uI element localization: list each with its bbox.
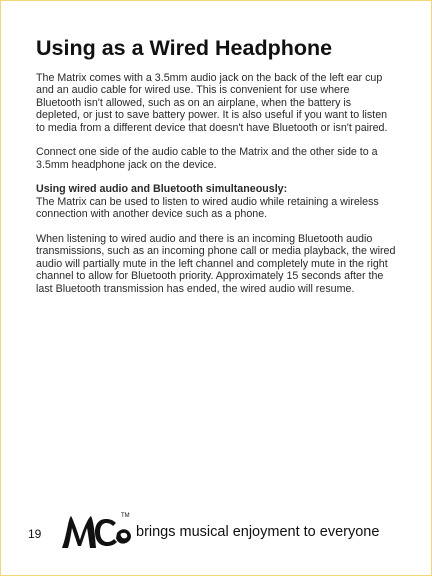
- connect-paragraph: Connect one side of the audio cable to the Matrix and the other side to a 3.5mm headphone jack on the device.: [36, 146, 378, 171]
- incoming-audio-paragraph: When listening to wired audio and there is an incoming Bluetooth audio transmissions, such as an incoming phone call or media playback, the wired audio will partially mute in the left channel and completely mute in the right channel to allow for Bluetooth priority. Approximately 15 seconds after the last Bluetooth transmission has ended, the wired audio will resume.: [36, 232, 396, 295]
- page-title: Using as a Wired Headphone: [36, 36, 333, 60]
- mee-logo: [60, 510, 136, 554]
- page-footer: [28, 510, 408, 554]
- footer-tagline: brings musical enjoyment to everyone: [136, 524, 380, 540]
- page-number: 19: [28, 527, 42, 541]
- simultaneous-paragraph: The Matrix can be used to listen to wired audio while retaining a wireless connection with another device such as a phone.: [36, 195, 379, 221]
- simultaneous-heading: Using wired audio and Bluetooth simultaneously:: [36, 183, 288, 196]
- intro-paragraph: The Matrix comes with a 3.5mm audio jack on the back of the left ear cup and an audio cable for wired use. This is convenient for use where Bluetooth isn't allowed, such as on an airplane, when the battery is depleted, or just to save battery power. It is also useful if you want to listen to media from a different device that doesn't have Bluetooth or isn't paired.: [36, 71, 388, 134]
- logo-trademark: TM: [121, 513, 130, 519]
- document-content: [36, 36, 396, 307]
